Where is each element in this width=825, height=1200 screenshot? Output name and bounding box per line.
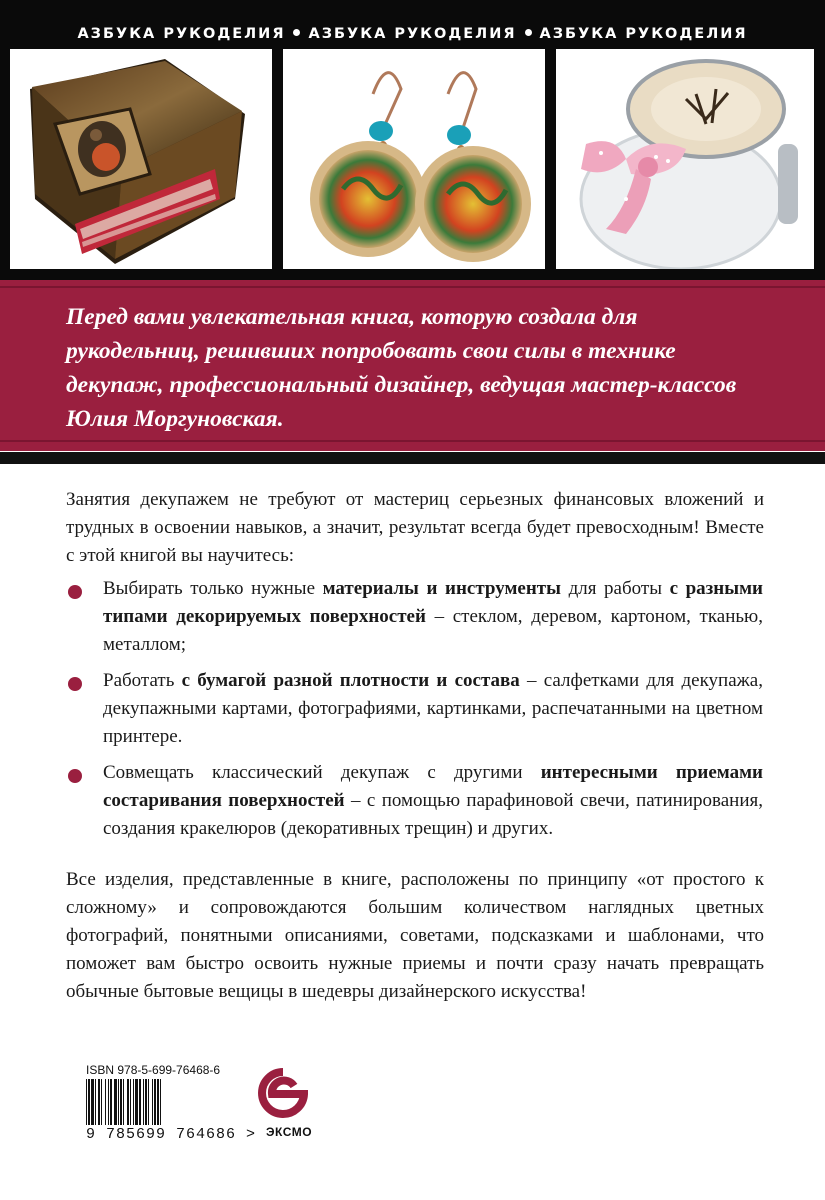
barcode-bar: [157, 1079, 159, 1125]
band-rule-top: [0, 286, 825, 288]
barcode-bar: [118, 1079, 119, 1125]
bullet-1-text-a: Выбирать только нужные: [103, 578, 323, 599]
bullet-3-bold: интересными приемами состаривания поверхностей: [103, 762, 764, 811]
barcode-bar: [152, 1079, 153, 1125]
bullet-item-1: [103, 575, 763, 659]
barcode-bar: [148, 1079, 149, 1125]
barcode-bar: [123, 1079, 124, 1125]
bullet-2-text-b: – салфетками для декупажа, декупажными картами, фотографиями, картинками, распечатанными на цветном принтере.: [103, 670, 763, 747]
isbn-label: ISBN 978-5-699-76468-6: [86, 1063, 221, 1077]
bullet-item-2: [103, 667, 763, 751]
bullet-2-text-a: Работать: [103, 670, 182, 691]
barcode-bar: [133, 1079, 134, 1125]
barcode-bar: [101, 1079, 102, 1125]
band-rule-bottom: [0, 440, 825, 442]
series-title-3: АЗБУКА РУКОДЕЛИЯ: [539, 26, 748, 42]
series-title-2: АЗБУКА РУКОДЕЛИЯ: [308, 26, 517, 42]
decoupage-earrings-photo: [283, 49, 545, 269]
bullet-dot-icon: [68, 677, 82, 691]
barcode-bar: [86, 1079, 87, 1125]
bullet-1-bold-a: материалы и инструменты: [322, 578, 561, 599]
separator-bar: [0, 452, 825, 464]
barcode-bar: [108, 1079, 109, 1125]
barcode-bar: [145, 1079, 147, 1125]
barcode-bar: [154, 1079, 156, 1125]
bullet-2-bold: с бумагой разной плотности и состава: [181, 670, 520, 691]
barcode-bar: [110, 1079, 112, 1125]
dot-separator-icon: [293, 29, 300, 36]
barcode-image: [86, 1079, 236, 1125]
barcode-bar: [135, 1079, 138, 1125]
barcode-bar: [143, 1079, 144, 1125]
barcode-bar: [105, 1079, 106, 1125]
bullet-item-3: [103, 759, 763, 843]
bullet-3-text-a: Совмещать классический декупаж с другими: [103, 762, 541, 783]
bullet-1-bold-b: с разными типами декорируемых поверхностей: [103, 578, 763, 627]
barcode-bar: [91, 1079, 94, 1125]
barcode-digits: 9 785699 764686 >: [86, 1126, 257, 1143]
bullet-1-text-c: – стеклом, деревом, картоном, тканью, металлом;: [103, 606, 763, 655]
barcode-bar: [114, 1079, 117, 1125]
paragraph-intro: Занятия декупажем не требуют от мастериц серьезных финансовых вложений и трудных в освоении навыков, а значит, результат всегда будет превосходным! Вместе с этой книгой вы научитесь:: [66, 489, 764, 566]
eksmo-logo-icon: [258, 1068, 308, 1122]
dot-separator-icon: [525, 29, 532, 36]
barcode-bar: [120, 1079, 122, 1125]
barcode-bar: [160, 1079, 161, 1125]
barcode-bar: [139, 1079, 141, 1125]
series-strip: [0, 26, 825, 42]
bullet-3-text-b: – с помощью парафиновой свечи, патинирования, создания кракелюров (декоративных трещин) и других.: [103, 790, 763, 839]
series-title-1: АЗБУКА РУКОДЕЛИЯ: [77, 26, 286, 42]
bullet-dot-icon: [68, 769, 82, 783]
barcode-bar: [130, 1079, 131, 1125]
barcode-bar: [98, 1079, 100, 1125]
publisher-name: ЭКСМО: [266, 1125, 313, 1139]
bullet-dot-icon: [68, 585, 82, 599]
decoupage-jar-photo: [556, 49, 814, 269]
paragraph-closing: Все изделия, представленные в книге, расположены по принципу «от простого к сложному» и сопровождаются большим количеством наглядных цветных фотографий, понятными описаниями, советами, подсказками и шаблонами, что поможет вам быстро освоить нужные приемы и почти сразу начать превращать обычные бытовые вещицы в шедевры дизайнерского искусства!: [66, 869, 764, 1002]
barcode-bar: [88, 1079, 90, 1125]
intro-text: Перед вами увлекательная книга, которую создала для рукодельниц, решивших попробовать свои силы в технике декупаж, профессиональный дизайнер, ведущая мастер-классов Юлия Моргуновская.: [66, 304, 737, 432]
decoupage-box-photo: [10, 49, 272, 269]
barcode-bar: [127, 1079, 129, 1125]
bullet-1-text-b: для работы: [560, 578, 670, 599]
barcode-bar: [95, 1079, 96, 1125]
